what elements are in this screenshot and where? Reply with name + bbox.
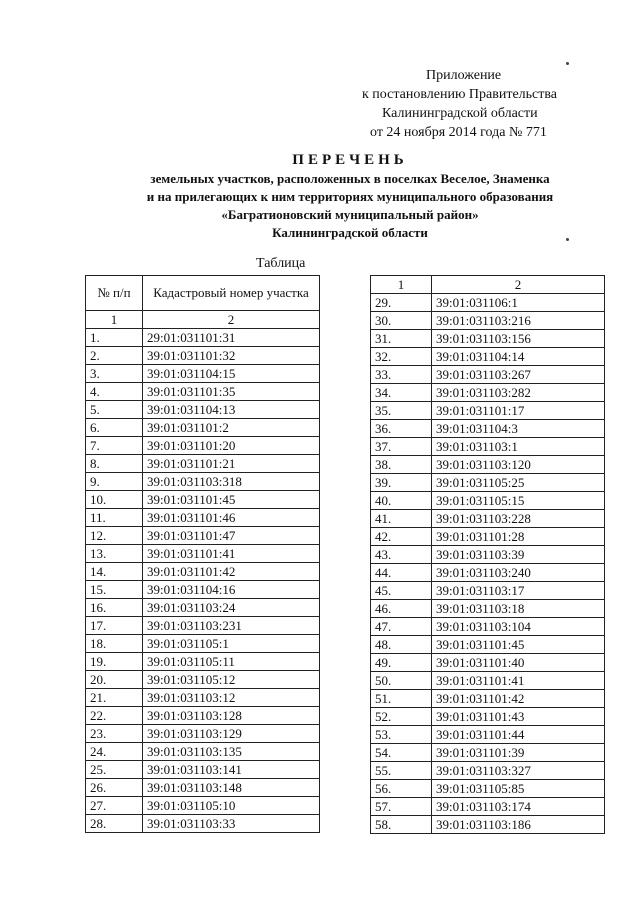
cadastral-number: 39:01:031103:156 bbox=[432, 330, 605, 348]
cadastral-number: 39:01:031103:1 bbox=[432, 438, 605, 456]
cadastral-number: 39:01:031103:128 bbox=[143, 707, 320, 725]
row-number: 30. bbox=[371, 312, 432, 330]
row-number: 16. bbox=[86, 599, 143, 617]
subtitle-line: Калининградской области bbox=[272, 225, 428, 240]
table-row bbox=[371, 618, 605, 636]
document-title: ПЕРЕЧЕНЬ bbox=[292, 152, 408, 168]
table-row bbox=[371, 312, 605, 330]
cadastral-number: 39:01:031105:1 bbox=[143, 635, 320, 653]
row-number: 5. bbox=[86, 401, 143, 419]
cadastral-number: 39:01:031103:12 bbox=[143, 689, 320, 707]
cadastral-number: 39:01:031104:14 bbox=[432, 348, 605, 366]
table-row bbox=[371, 708, 605, 726]
cadastral-number: 39:01:031101:45 bbox=[432, 636, 605, 654]
column-number: 2 bbox=[143, 311, 320, 329]
cadastral-number: 39:01:031101:44 bbox=[432, 726, 605, 744]
row-number: 13. bbox=[86, 545, 143, 563]
appendix-line-2: к постановлению Правительства bbox=[362, 87, 558, 102]
row-number: 43. bbox=[371, 546, 432, 564]
table-row bbox=[86, 743, 320, 761]
row-number: 8. bbox=[86, 455, 143, 473]
row-number: 17. bbox=[86, 617, 143, 635]
row-number: 28. bbox=[86, 815, 143, 833]
cadastral-number: 39:01:031101:42 bbox=[432, 690, 605, 708]
cadastral-number: 39:01:031105:25 bbox=[432, 474, 605, 492]
cadastral-number: 29:01:031101:31 bbox=[143, 329, 320, 347]
scan-speck bbox=[566, 238, 569, 241]
row-number: 49. bbox=[371, 654, 432, 672]
row-number: 42. bbox=[371, 528, 432, 546]
row-number: 50. bbox=[371, 672, 432, 690]
row-number: 38. bbox=[371, 456, 432, 474]
subtitle-line: и на прилегающих к ним территориях муниципального образования bbox=[146, 189, 554, 204]
row-number: 10. bbox=[86, 491, 143, 509]
table-row bbox=[371, 384, 605, 402]
table-row bbox=[371, 456, 605, 474]
cadastral-number: 39:01:031103:135 bbox=[143, 743, 320, 761]
cadastral-number: 39:01:031101:46 bbox=[143, 509, 320, 527]
row-number: 29. bbox=[371, 294, 432, 312]
cadastral-number: 39:01:031101:2 bbox=[143, 419, 320, 437]
table-row bbox=[371, 492, 605, 510]
row-number: 46. bbox=[371, 600, 432, 618]
cadastral-number: 39:01:031101:41 bbox=[143, 545, 320, 563]
column-number: 1 bbox=[86, 311, 143, 329]
table-row bbox=[86, 473, 320, 491]
table-row bbox=[86, 617, 320, 635]
table-row bbox=[86, 383, 320, 401]
cadastral-number: 39:01:031101:45 bbox=[143, 491, 320, 509]
table-row bbox=[371, 690, 605, 708]
row-number: 55. bbox=[371, 762, 432, 780]
header-num: № п/п bbox=[86, 276, 143, 311]
table-row bbox=[86, 797, 320, 815]
table-row bbox=[86, 347, 320, 365]
table-row bbox=[371, 510, 605, 528]
table-row bbox=[86, 455, 320, 473]
cadastral-number: 39:01:031105:15 bbox=[432, 492, 605, 510]
table-row bbox=[371, 438, 605, 456]
row-number: 27. bbox=[86, 797, 143, 815]
row-number: 53. bbox=[371, 726, 432, 744]
table-row bbox=[371, 636, 605, 654]
cadastral-number: 39:01:031103:216 bbox=[432, 312, 605, 330]
cadastral-number: 39:01:031103:104 bbox=[432, 618, 605, 636]
row-number: 22. bbox=[86, 707, 143, 725]
table-row bbox=[86, 581, 320, 599]
column-number: 1 bbox=[371, 276, 432, 294]
row-number: 31. bbox=[371, 330, 432, 348]
table-row bbox=[86, 437, 320, 455]
cadastral-number: 39:01:031101:32 bbox=[143, 347, 320, 365]
cadastral-number: 39:01:031103:18 bbox=[432, 600, 605, 618]
row-number: 44. bbox=[371, 564, 432, 582]
table-row bbox=[86, 419, 320, 437]
cadastral-number: 39:01:031101:41 bbox=[432, 672, 605, 690]
row-number: 19. bbox=[86, 653, 143, 671]
table-row bbox=[86, 779, 320, 797]
table-row bbox=[86, 563, 320, 581]
cadastral-number: 39:01:031104:13 bbox=[143, 401, 320, 419]
cadastral-number: 39:01:031104:3 bbox=[432, 420, 605, 438]
row-number: 2. bbox=[86, 347, 143, 365]
table-row bbox=[371, 762, 605, 780]
row-number: 1. bbox=[86, 329, 143, 347]
subtitle-line: земельных участков, расположенных в поселках Веселое, Знаменка bbox=[150, 171, 550, 186]
row-number: 25. bbox=[86, 761, 143, 779]
row-number: 51. bbox=[371, 690, 432, 708]
table-row bbox=[86, 815, 320, 833]
row-number: 32. bbox=[371, 348, 432, 366]
table-row bbox=[371, 564, 605, 582]
cadastral-number: 39:01:031103:129 bbox=[143, 725, 320, 743]
row-number: 41. bbox=[371, 510, 432, 528]
table-row bbox=[371, 654, 605, 672]
row-number: 3. bbox=[86, 365, 143, 383]
cadastral-number: 39:01:031105:85 bbox=[432, 780, 605, 798]
cadastral-number: 39:01:031103:174 bbox=[432, 798, 605, 816]
row-number: 21. bbox=[86, 689, 143, 707]
cadastral-number: 39:01:031103:318 bbox=[143, 473, 320, 491]
cadastral-number: 39:01:031103:267 bbox=[432, 366, 605, 384]
cadastral-number: 39:01:031103:39 bbox=[432, 546, 605, 564]
table-row bbox=[86, 707, 320, 725]
table-row bbox=[86, 671, 320, 689]
table-row bbox=[371, 402, 605, 420]
table-row bbox=[86, 401, 320, 419]
table-row bbox=[86, 509, 320, 527]
column-number: 2 bbox=[432, 276, 605, 294]
row-number: 54. bbox=[371, 744, 432, 762]
row-number: 18. bbox=[86, 635, 143, 653]
cadastral-number: 39:01:031104:16 bbox=[143, 581, 320, 599]
table-row bbox=[371, 726, 605, 744]
table-row bbox=[86, 545, 320, 563]
row-number: 9. bbox=[86, 473, 143, 491]
table-row bbox=[371, 546, 605, 564]
right-parcels-table bbox=[370, 275, 605, 834]
cadastral-number: 39:01:031101:39 bbox=[432, 744, 605, 762]
cadastral-number: 39:01:031103:231 bbox=[143, 617, 320, 635]
row-number: 33. bbox=[371, 366, 432, 384]
row-number: 48. bbox=[371, 636, 432, 654]
cadastral-number: 39:01:031103:148 bbox=[143, 779, 320, 797]
table-row bbox=[86, 689, 320, 707]
table-row bbox=[371, 780, 605, 798]
cadastral-number: 39:01:031101:17 bbox=[432, 402, 605, 420]
table-row bbox=[86, 599, 320, 617]
table-row bbox=[86, 653, 320, 671]
table-row bbox=[371, 744, 605, 762]
document-title-block bbox=[80, 150, 620, 242]
cadastral-number: 39:01:031103:120 bbox=[432, 456, 605, 474]
cadastral-number: 39:01:031101:21 bbox=[143, 455, 320, 473]
cadastral-number: 39:01:031105:10 bbox=[143, 797, 320, 815]
row-number: 6. bbox=[86, 419, 143, 437]
cadastral-number: 39:01:031101:47 bbox=[143, 527, 320, 545]
cadastral-number: 39:01:031103:327 bbox=[432, 762, 605, 780]
appendix-block bbox=[330, 66, 620, 142]
row-number: 40. bbox=[371, 492, 432, 510]
table-row bbox=[371, 366, 605, 384]
table-row bbox=[86, 365, 320, 383]
header-cadastral: Кадастровый номер участка bbox=[143, 276, 320, 311]
cadastral-number: 39:01:031101:35 bbox=[143, 383, 320, 401]
table-row bbox=[371, 348, 605, 366]
row-number: 58. bbox=[371, 816, 432, 834]
cadastral-number: 39:01:031103:228 bbox=[432, 510, 605, 528]
table-row bbox=[371, 330, 605, 348]
row-number: 24. bbox=[86, 743, 143, 761]
cadastral-number: 39:01:031103:33 bbox=[143, 815, 320, 833]
row-number: 52. bbox=[371, 708, 432, 726]
row-number: 4. bbox=[86, 383, 143, 401]
cadastral-number: 39:01:031104:15 bbox=[143, 365, 320, 383]
table-row bbox=[371, 528, 605, 546]
table-header-row bbox=[86, 276, 320, 311]
row-number: 35. bbox=[371, 402, 432, 420]
row-number: 12. bbox=[86, 527, 143, 545]
table-row bbox=[86, 635, 320, 653]
row-number: 7. bbox=[86, 437, 143, 455]
scan-speck bbox=[566, 62, 569, 65]
column-number-row bbox=[371, 276, 605, 294]
cadastral-number: 39:01:031101:42 bbox=[143, 563, 320, 581]
table-row bbox=[371, 672, 605, 690]
row-number: 39. bbox=[371, 474, 432, 492]
row-number: 15. bbox=[86, 581, 143, 599]
table-row bbox=[86, 725, 320, 743]
cadastral-number: 39:01:031105:11 bbox=[143, 653, 320, 671]
table-row bbox=[371, 600, 605, 618]
table-row bbox=[371, 294, 605, 312]
row-number: 11. bbox=[86, 509, 143, 527]
table-row bbox=[86, 761, 320, 779]
row-number: 26. bbox=[86, 779, 143, 797]
table-row bbox=[86, 491, 320, 509]
cadastral-number: 39:01:031103:186 bbox=[432, 816, 605, 834]
appendix-line-4: от 24 ноября 2014 года № 771 bbox=[370, 125, 547, 140]
cadastral-number: 39:01:031106:1 bbox=[432, 294, 605, 312]
cadastral-number: 39:01:031103:24 bbox=[143, 599, 320, 617]
cadastral-number: 39:01:031101:40 bbox=[432, 654, 605, 672]
row-number: 34. bbox=[371, 384, 432, 402]
row-number: 23. bbox=[86, 725, 143, 743]
appendix-line-1: Приложение bbox=[426, 68, 502, 83]
row-number: 14. bbox=[86, 563, 143, 581]
table-row bbox=[371, 474, 605, 492]
cadastral-number: 39:01:031103:282 bbox=[432, 384, 605, 402]
cadastral-number: 39:01:031101:20 bbox=[143, 437, 320, 455]
table-row bbox=[86, 527, 320, 545]
row-number: 56. bbox=[371, 780, 432, 798]
row-number: 20. bbox=[86, 671, 143, 689]
column-number-row bbox=[86, 311, 320, 329]
table-row bbox=[371, 420, 605, 438]
table-row bbox=[371, 582, 605, 600]
cadastral-number: 39:01:031103:17 bbox=[432, 582, 605, 600]
table-label: Таблица bbox=[256, 256, 306, 271]
cadastral-number: 39:01:031101:28 bbox=[432, 528, 605, 546]
row-number: 47. bbox=[371, 618, 432, 636]
cadastral-number: 39:01:031101:43 bbox=[432, 708, 605, 726]
row-number: 37. bbox=[371, 438, 432, 456]
row-number: 57. bbox=[371, 798, 432, 816]
row-number: 36. bbox=[371, 420, 432, 438]
cadastral-number: 39:01:031105:12 bbox=[143, 671, 320, 689]
cadastral-number: 39:01:031103:240 bbox=[432, 564, 605, 582]
table-row bbox=[86, 329, 320, 347]
table-row bbox=[371, 816, 605, 834]
table-row bbox=[371, 798, 605, 816]
subtitle-line: «Багратионовский муниципальный район» bbox=[221, 207, 479, 222]
appendix-line-3: Калининградской области bbox=[382, 106, 538, 121]
row-number: 45. bbox=[371, 582, 432, 600]
left-parcels-table bbox=[85, 275, 320, 833]
cadastral-number: 39:01:031103:141 bbox=[143, 761, 320, 779]
